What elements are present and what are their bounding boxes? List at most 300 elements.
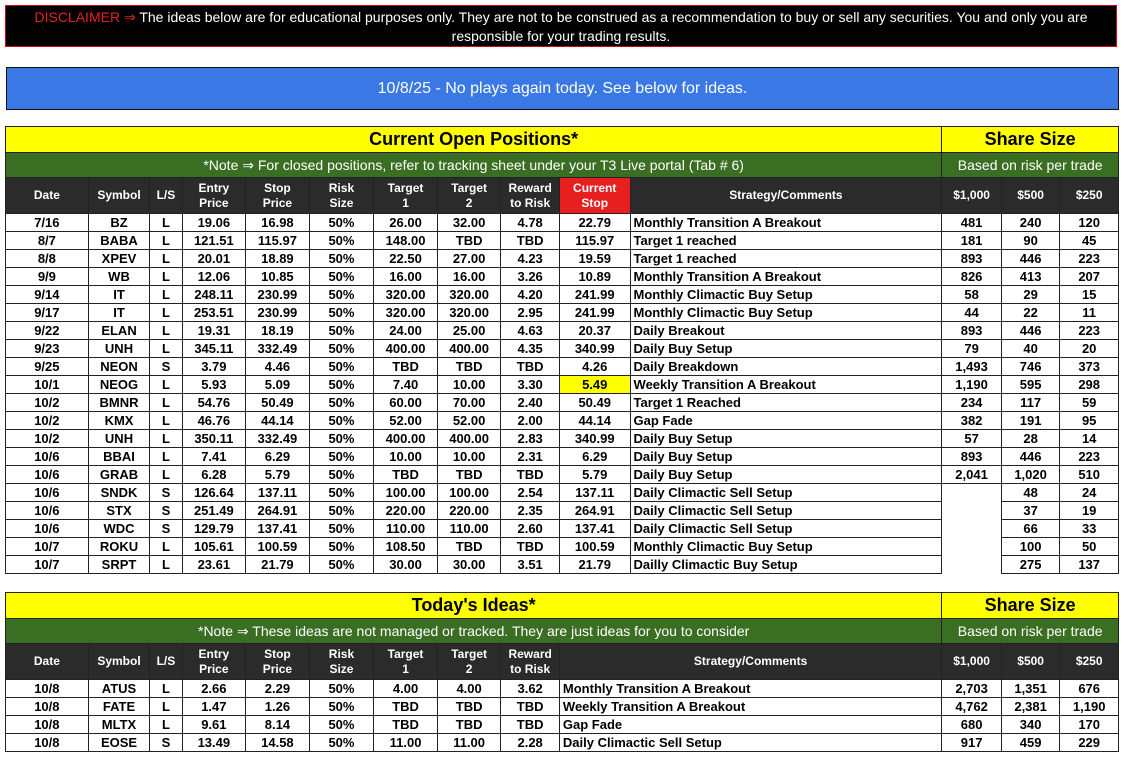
cell-rr: 2.60: [501, 520, 560, 538]
table-row: [6, 556, 1119, 574]
cell-s1000: [942, 556, 1002, 574]
cell-stop: 50.49: [246, 394, 310, 412]
cell-s500: 28: [1001, 430, 1060, 448]
cell-s250: 510: [1060, 466, 1119, 484]
table-row: [6, 250, 1119, 268]
col-strategy: Strategy/Comments: [630, 178, 942, 214]
cell-strategy: Weekly Transition A Breakout: [559, 698, 941, 716]
cell-ls: L: [150, 716, 182, 734]
cell-t1: 24.00: [374, 322, 438, 340]
cell-t2: TBD: [437, 466, 501, 484]
table-row: [6, 286, 1119, 304]
table-row: [6, 304, 1119, 322]
cell-s1000: 1,190: [942, 376, 1002, 394]
table-row: [6, 430, 1119, 448]
col-entry: Entry Price: [182, 178, 246, 214]
cell-entry: 121.51: [182, 232, 246, 250]
cell-s1000: 893: [942, 322, 1002, 340]
cell-risk: 50%: [309, 430, 374, 448]
cell-risk: 50%: [309, 376, 374, 394]
cell-date: 10/2: [6, 430, 89, 448]
cell-entry: 13.49: [182, 734, 246, 752]
cell-symbol: UNH: [88, 430, 150, 448]
cell-risk: 50%: [309, 448, 374, 466]
cell-symbol: BMNR: [88, 394, 150, 412]
cell-s500: 446: [1001, 322, 1060, 340]
cell-t2: 10.00: [437, 448, 501, 466]
arrow-icon: ⇒: [123, 9, 136, 25]
cell-strategy: Monthly Climactic Buy Setup: [630, 304, 942, 322]
ideas-share-size-title: Share Size: [942, 593, 1119, 619]
cell-symbol: GRAB: [88, 466, 150, 484]
cell-strategy: Daily Buy Setup: [630, 430, 942, 448]
cell-t2: 320.00: [437, 286, 501, 304]
cell-stop: 21.79: [246, 556, 310, 574]
cell-t2: 400.00: [437, 340, 501, 358]
daily-banner: 10/8/25 - No plays again today. See below for ideas.: [6, 67, 1119, 110]
cell-ls: L: [150, 322, 182, 340]
cell-ls: L: [150, 556, 182, 574]
cell-s500: 2,381: [1001, 698, 1060, 716]
cell-strategy: Gap Fade: [559, 716, 941, 734]
cell-s500: 446: [1001, 250, 1060, 268]
cell-entry: 253.51: [182, 304, 246, 322]
cell-stop: 5.09: [246, 376, 310, 394]
cell-s250: 14: [1060, 430, 1119, 448]
cell-s250: 137: [1060, 556, 1119, 574]
ideas-title: Today's Ideas*: [6, 593, 942, 619]
cell-t2: 16.00: [437, 268, 501, 286]
cell-ls: L: [150, 538, 182, 556]
col-target1: Target 1: [374, 178, 438, 214]
cell-s1000: 181: [942, 232, 1002, 250]
cell-s500: 48: [1001, 484, 1060, 502]
cell-symbol: NEON: [88, 358, 150, 376]
cell-symbol: EOSE: [88, 734, 150, 752]
ideas-share-size-note: Based on risk per trade: [942, 619, 1119, 644]
cell-strategy: Weekly Transition A Breakout: [630, 376, 942, 394]
col-target2: Target 2: [437, 644, 501, 680]
cell-date: 9/14: [6, 286, 89, 304]
cell-entry: 46.76: [182, 412, 246, 430]
cell-risk: 50%: [309, 412, 374, 430]
cell-cur: 340.99: [559, 340, 630, 358]
cell-t1: 16.00: [374, 268, 438, 286]
cell-rr: 4.23: [501, 250, 560, 268]
cell-date: 10/2: [6, 394, 89, 412]
ideas-note: *Note ⇒ These ideas are not managed or tracked. They are just ideas for you to consider: [6, 619, 942, 644]
share-size-title: Share Size: [942, 127, 1119, 153]
cell-stop: 332.49: [246, 430, 310, 448]
col-reward: Reward to Risk: [501, 644, 560, 680]
table-row: [6, 340, 1119, 358]
cell-t1: 100.00: [374, 484, 438, 502]
cell-stop: 115.97: [246, 232, 310, 250]
cell-risk: 50%: [309, 502, 374, 520]
col-date: Date: [6, 644, 89, 680]
cell-stop: 264.91: [246, 502, 310, 520]
cell-ls: L: [150, 286, 182, 304]
cell-t1: TBD: [374, 698, 438, 716]
table-row: [6, 322, 1119, 340]
cell-s250: 95: [1060, 412, 1119, 430]
cell-entry: 1.47: [182, 698, 246, 716]
cell-rr: 4.35: [501, 340, 560, 358]
cell-s500: 100: [1001, 538, 1060, 556]
cell-cur: 137.11: [559, 484, 630, 502]
cell-ls: L: [150, 340, 182, 358]
cell-rr: 2.35: [501, 502, 560, 520]
cell-cur: 340.99: [559, 430, 630, 448]
cell-rr: 2.00: [501, 412, 560, 430]
cell-ls: L: [150, 448, 182, 466]
cell-s250: 223: [1060, 322, 1119, 340]
cell-rr: 4.78: [501, 214, 560, 232]
cell-rr: TBD: [501, 538, 560, 556]
cell-strategy: Monthly Transition A Breakout: [630, 214, 942, 232]
cell-symbol: XPEV: [88, 250, 150, 268]
cell-strategy: Daily Climactic Sell Setup: [559, 734, 941, 752]
cell-t1: 108.50: [374, 538, 438, 556]
cell-cur: 137.41: [559, 520, 630, 538]
cell-risk: 50%: [309, 484, 374, 502]
cell-ls: L: [150, 250, 182, 268]
cell-date: 10/6: [6, 466, 89, 484]
cell-risk: 50%: [309, 698, 374, 716]
cell-s1000: [942, 520, 1002, 538]
cell-ls: L: [150, 680, 182, 698]
cell-risk: 50%: [309, 250, 374, 268]
cell-date: 10/8: [6, 680, 89, 698]
cell-strategy: Monthly Transition A Breakout: [630, 268, 942, 286]
cell-risk: 50%: [309, 286, 374, 304]
cell-s500: 117: [1001, 394, 1060, 412]
cell-ls: S: [150, 484, 182, 502]
cell-t1: 60.00: [374, 394, 438, 412]
cell-s500: 40: [1001, 340, 1060, 358]
cell-t1: 148.00: [374, 232, 438, 250]
cell-ls: L: [150, 430, 182, 448]
table-row: [6, 412, 1119, 430]
cell-date: 10/8: [6, 716, 89, 734]
cell-t1: TBD: [374, 466, 438, 484]
cell-entry: 9.61: [182, 716, 246, 734]
cell-t2: TBD: [437, 358, 501, 376]
cell-s250: 298: [1060, 376, 1119, 394]
cell-date: 10/7: [6, 538, 89, 556]
cell-risk: 50%: [309, 358, 374, 376]
cell-s250: 223: [1060, 448, 1119, 466]
cell-stop: 137.11: [246, 484, 310, 502]
cell-s250: 11: [1060, 304, 1119, 322]
cell-t2: 400.00: [437, 430, 501, 448]
cell-rr: 4.63: [501, 322, 560, 340]
col-symbol: Symbol: [88, 178, 150, 214]
cell-entry: 7.41: [182, 448, 246, 466]
cell-ls: S: [150, 502, 182, 520]
table-row: [6, 716, 1119, 734]
cell-cur: 100.59: [559, 538, 630, 556]
cell-rr: TBD: [501, 232, 560, 250]
cell-s250: 223: [1060, 250, 1119, 268]
cell-stop: 5.79: [246, 466, 310, 484]
cell-t1: 4.00: [374, 680, 438, 698]
cell-stop: 4.46: [246, 358, 310, 376]
table-row: [6, 268, 1119, 286]
cell-t2: 100.00: [437, 484, 501, 502]
cell-risk: 50%: [309, 322, 374, 340]
cell-entry: 6.28: [182, 466, 246, 484]
cell-date: 10/8: [6, 734, 89, 752]
cell-ls: L: [150, 466, 182, 484]
cell-date: 7/16: [6, 214, 89, 232]
cell-stop: 18.19: [246, 322, 310, 340]
cell-symbol: ROKU: [88, 538, 150, 556]
cell-t2: 220.00: [437, 502, 501, 520]
cell-risk: 50%: [309, 556, 374, 574]
cell-s1000: 917: [942, 734, 1002, 752]
cell-stop: 18.89: [246, 250, 310, 268]
cell-s500: 29: [1001, 286, 1060, 304]
cell-date: 10/6: [6, 484, 89, 502]
cell-s250: 676: [1060, 680, 1119, 698]
col-risk: Risk Size: [309, 644, 374, 680]
cell-cur: 50.49: [559, 394, 630, 412]
col-target2: Target 2: [437, 178, 501, 214]
cell-t1: TBD: [374, 716, 438, 734]
cell-symbol: BABA: [88, 232, 150, 250]
cell-s500: 191: [1001, 412, 1060, 430]
table-row: [6, 734, 1119, 752]
cell-cur: 115.97: [559, 232, 630, 250]
cell-strategy: Target 1 reached: [630, 250, 942, 268]
cell-rr: 4.20: [501, 286, 560, 304]
cell-stop: 14.58: [246, 734, 310, 752]
cell-s250: 15: [1060, 286, 1119, 304]
cell-s250: 59: [1060, 394, 1119, 412]
cell-t2: 30.00: [437, 556, 501, 574]
cell-strategy: Daily Buy Setup: [630, 340, 942, 358]
cell-ls: S: [150, 520, 182, 538]
cell-strategy: Daily Climactic Sell Setup: [630, 520, 942, 538]
cell-date: 10/1: [6, 376, 89, 394]
cell-t2: 52.00: [437, 412, 501, 430]
cell-s250: 207: [1060, 268, 1119, 286]
cell-entry: 126.64: [182, 484, 246, 502]
cell-s1000: 382: [942, 412, 1002, 430]
cell-rr: TBD: [501, 698, 560, 716]
cell-date: 9/17: [6, 304, 89, 322]
cell-s500: 413: [1001, 268, 1060, 286]
cell-cur: 241.99: [559, 304, 630, 322]
cell-stop: 1.26: [246, 698, 310, 716]
cell-date: 9/22: [6, 322, 89, 340]
cell-entry: 3.79: [182, 358, 246, 376]
cell-entry: 129.79: [182, 520, 246, 538]
cell-s500: 446: [1001, 448, 1060, 466]
cell-date: 10/6: [6, 448, 89, 466]
cell-strategy: Monthly Climactic Buy Setup: [630, 538, 942, 556]
cell-cur: 22.79: [559, 214, 630, 232]
cell-stop: 230.99: [246, 286, 310, 304]
cell-strategy: Target 1 reached: [630, 232, 942, 250]
cell-s1000: 680: [942, 716, 1002, 734]
cell-t2: 32.00: [437, 214, 501, 232]
cell-s250: 170: [1060, 716, 1119, 734]
col-entry: Entry Price: [182, 644, 246, 680]
cell-t1: 10.00: [374, 448, 438, 466]
cell-strategy: Gap Fade: [630, 412, 942, 430]
cell-t2: 320.00: [437, 304, 501, 322]
table-row: [6, 502, 1119, 520]
table-row: [6, 358, 1119, 376]
cell-cur: 5.79: [559, 466, 630, 484]
cell-entry: 350.11: [182, 430, 246, 448]
cell-symbol: WB: [88, 268, 150, 286]
cell-s1000: 58: [942, 286, 1002, 304]
cell-t2: TBD: [437, 538, 501, 556]
cell-cur: 264.91: [559, 502, 630, 520]
cell-t1: 400.00: [374, 340, 438, 358]
cell-t2: TBD: [437, 698, 501, 716]
cell-entry: 2.66: [182, 680, 246, 698]
cell-ls: L: [150, 412, 182, 430]
cell-s500: 66: [1001, 520, 1060, 538]
cell-cur: 5.49: [559, 376, 630, 394]
col-date: Date: [6, 178, 89, 214]
cell-ls: L: [150, 304, 182, 322]
cell-symbol: MLTX: [88, 716, 150, 734]
cell-s250: 20: [1060, 340, 1119, 358]
cell-risk: 50%: [309, 232, 374, 250]
cell-s1000: 893: [942, 448, 1002, 466]
cell-s1000: 893: [942, 250, 1002, 268]
cell-date: 8/7: [6, 232, 89, 250]
cell-s1000: 481: [942, 214, 1002, 232]
cell-cur: 44.14: [559, 412, 630, 430]
cell-stop: 44.14: [246, 412, 310, 430]
cell-strategy: Daily Breakout: [630, 322, 942, 340]
cell-s250: 1,190: [1060, 698, 1119, 716]
cell-entry: 19.31: [182, 322, 246, 340]
cell-rr: 3.26: [501, 268, 560, 286]
cell-symbol: KMX: [88, 412, 150, 430]
cell-symbol: BBAI: [88, 448, 150, 466]
cell-t1: 26.00: [374, 214, 438, 232]
cell-stop: 6.29: [246, 448, 310, 466]
cell-rr: TBD: [501, 466, 560, 484]
table-row: [6, 448, 1119, 466]
todays-ideas-table: [5, 592, 1119, 752]
cell-stop: 230.99: [246, 304, 310, 322]
cell-t2: 4.00: [437, 680, 501, 698]
cell-ls: L: [150, 376, 182, 394]
open-positions-table: [5, 126, 1119, 574]
cell-t1: 320.00: [374, 304, 438, 322]
cell-t1: 22.50: [374, 250, 438, 268]
cell-s500: 459: [1001, 734, 1060, 752]
cell-rr: 2.40: [501, 394, 560, 412]
cell-s500: 37: [1001, 502, 1060, 520]
col-size-250: $250: [1060, 178, 1119, 214]
col-target1: Target 1: [374, 644, 438, 680]
cell-s1000: 1,493: [942, 358, 1002, 376]
cell-risk: 50%: [309, 734, 374, 752]
cell-s500: 1,351: [1001, 680, 1060, 698]
col-current-stop: Current Stop: [559, 178, 630, 214]
table-row: [6, 538, 1119, 556]
cell-stop: 137.41: [246, 520, 310, 538]
cell-s250: 373: [1060, 358, 1119, 376]
cell-ls: L: [150, 214, 182, 232]
open-positions-title: Current Open Positions*: [6, 127, 942, 153]
cell-risk: 50%: [309, 340, 374, 358]
cell-rr: 2.54: [501, 484, 560, 502]
cell-symbol: IT: [88, 286, 150, 304]
cell-symbol: NEOG: [88, 376, 150, 394]
cell-s1000: 2,703: [942, 680, 1002, 698]
cell-entry: 54.76: [182, 394, 246, 412]
cell-risk: 50%: [309, 214, 374, 232]
cell-t2: TBD: [437, 232, 501, 250]
cell-t2: TBD: [437, 716, 501, 734]
cell-strategy: Dailly Climactic Buy Setup: [630, 556, 942, 574]
cell-cur: 6.29: [559, 448, 630, 466]
cell-s1000: [942, 502, 1002, 520]
cell-ls: L: [150, 232, 182, 250]
cell-strategy: Daily Climactic Sell Setup: [630, 502, 942, 520]
col-ls: L/S: [150, 178, 182, 214]
cell-s250: 45: [1060, 232, 1119, 250]
cell-t2: 25.00: [437, 322, 501, 340]
cell-date: 9/23: [6, 340, 89, 358]
cell-date: 10/6: [6, 520, 89, 538]
cell-entry: 20.01: [182, 250, 246, 268]
cell-s1000: 57: [942, 430, 1002, 448]
cell-t1: 220.00: [374, 502, 438, 520]
cell-s1000: [942, 538, 1002, 556]
cell-ls: L: [150, 698, 182, 716]
cell-date: 9/9: [6, 268, 89, 286]
table-row: [6, 394, 1119, 412]
disclaimer-label: DISCLAIMER: [34, 9, 121, 25]
cell-rr: TBD: [501, 358, 560, 376]
cell-risk: 50%: [309, 520, 374, 538]
disclaimer-text: The ideas below are for educational purposes only. They are not to be construed as a recommendation to buy or sell any securities. You and only you are responsible for your trading results.: [139, 9, 1088, 44]
cell-rr: 2.95: [501, 304, 560, 322]
cell-date: 8/8: [6, 250, 89, 268]
col-strategy: Strategy/Comments: [559, 644, 941, 680]
cell-symbol: WDC: [88, 520, 150, 538]
cell-s500: 90: [1001, 232, 1060, 250]
cell-s1000: 826: [942, 268, 1002, 286]
cell-t2: 27.00: [437, 250, 501, 268]
cell-symbol: FATE: [88, 698, 150, 716]
cell-ls: L: [150, 394, 182, 412]
table-row: [6, 214, 1119, 232]
cell-s250: 120: [1060, 214, 1119, 232]
table-row: [6, 698, 1119, 716]
cell-t2: 70.00: [437, 394, 501, 412]
cell-entry: 105.61: [182, 538, 246, 556]
cell-strategy: Target 1 Reached: [630, 394, 942, 412]
table-row: [6, 520, 1119, 538]
cell-stop: 10.85: [246, 268, 310, 286]
col-symbol: Symbol: [88, 644, 150, 680]
cell-s500: 1,020: [1001, 466, 1060, 484]
col-stop: Stop Price: [246, 644, 310, 680]
cell-s1000: 4,762: [942, 698, 1002, 716]
